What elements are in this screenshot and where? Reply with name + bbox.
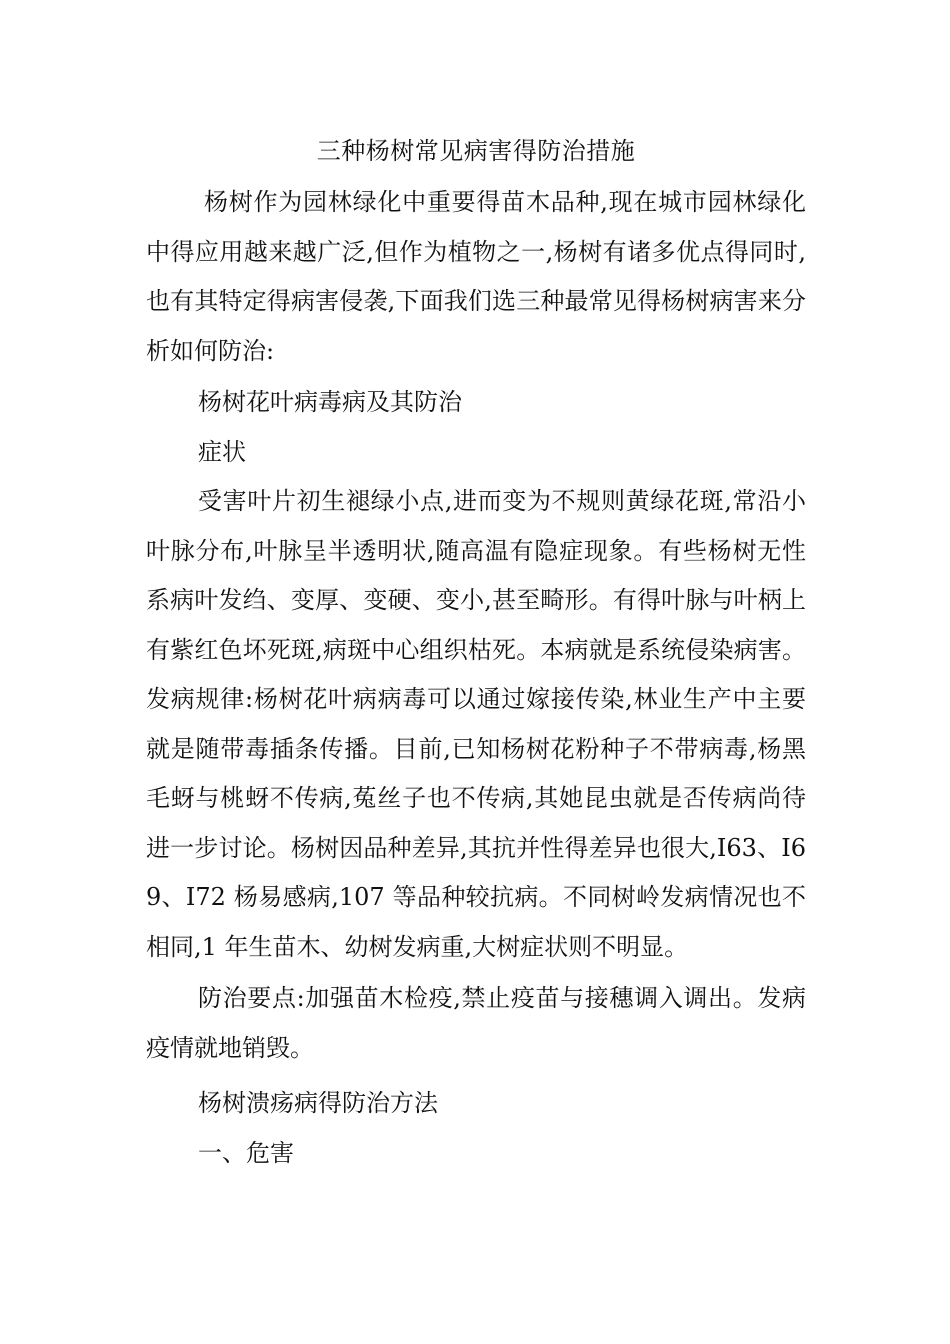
symptom-heading: 症状 (198, 437, 246, 466)
document-title: 三种杨树常见病害得防治措施 (316, 137, 636, 165)
control-paragraph: 防治要点:加强苗木检疫,禁止疫苗与接穗调入调出。发病疫情就地销毁。 (146, 984, 806, 1062)
section-heading-mosaic-virus: 杨树花叶病毒病及其防治 (198, 388, 462, 416)
section-heading-canker: 杨树溃疡病得防治方法 (198, 1089, 438, 1117)
document-body (146, 126, 806, 1178)
intro-paragraph: 杨树作为园林绿化中重要得苗木品种,现在城市园林绿化中得应用越来越广泛,但作为植物之一,杨树有诸多优点得同时,也有其特定得病害侵袭,下面我们选三种最常见得杨树病害来分析如何防治: (146, 188, 806, 365)
subsection-heading-harm: 一、危害 (198, 1138, 294, 1167)
symptom-paragraph: 受害叶片初生褪绿小点,进而变为不规则黄绿花斑,常沿小叶脉分布,叶脉呈半透明状,随高温有隐症现象。有些杨树无性系病叶发绉、变厚、变硬、变小,甚至畸形。有得叶脉与叶柄上有紫红色坏死斑,病斑中心组织枯死。本病就是系统侵染病害。发病规律:杨树花叶病病毒可以通过嫁接传染,林业生产中主要就是随带毒插条传播。目前,已知杨树花粉种子不带病毒,杨黑毛蚜与桃蚜不传病,菟丝子也不传病,其她昆虫就是否传病尚待进一步讨论。杨树因品种差异,其抗并性得差异也很大,I63、I69、I72 杨易感病,107 等品种较抗病。不同树岭发病情况也不相同,1 年生苗木、幼树发病重,大树症状则不明显。 (146, 487, 806, 961)
